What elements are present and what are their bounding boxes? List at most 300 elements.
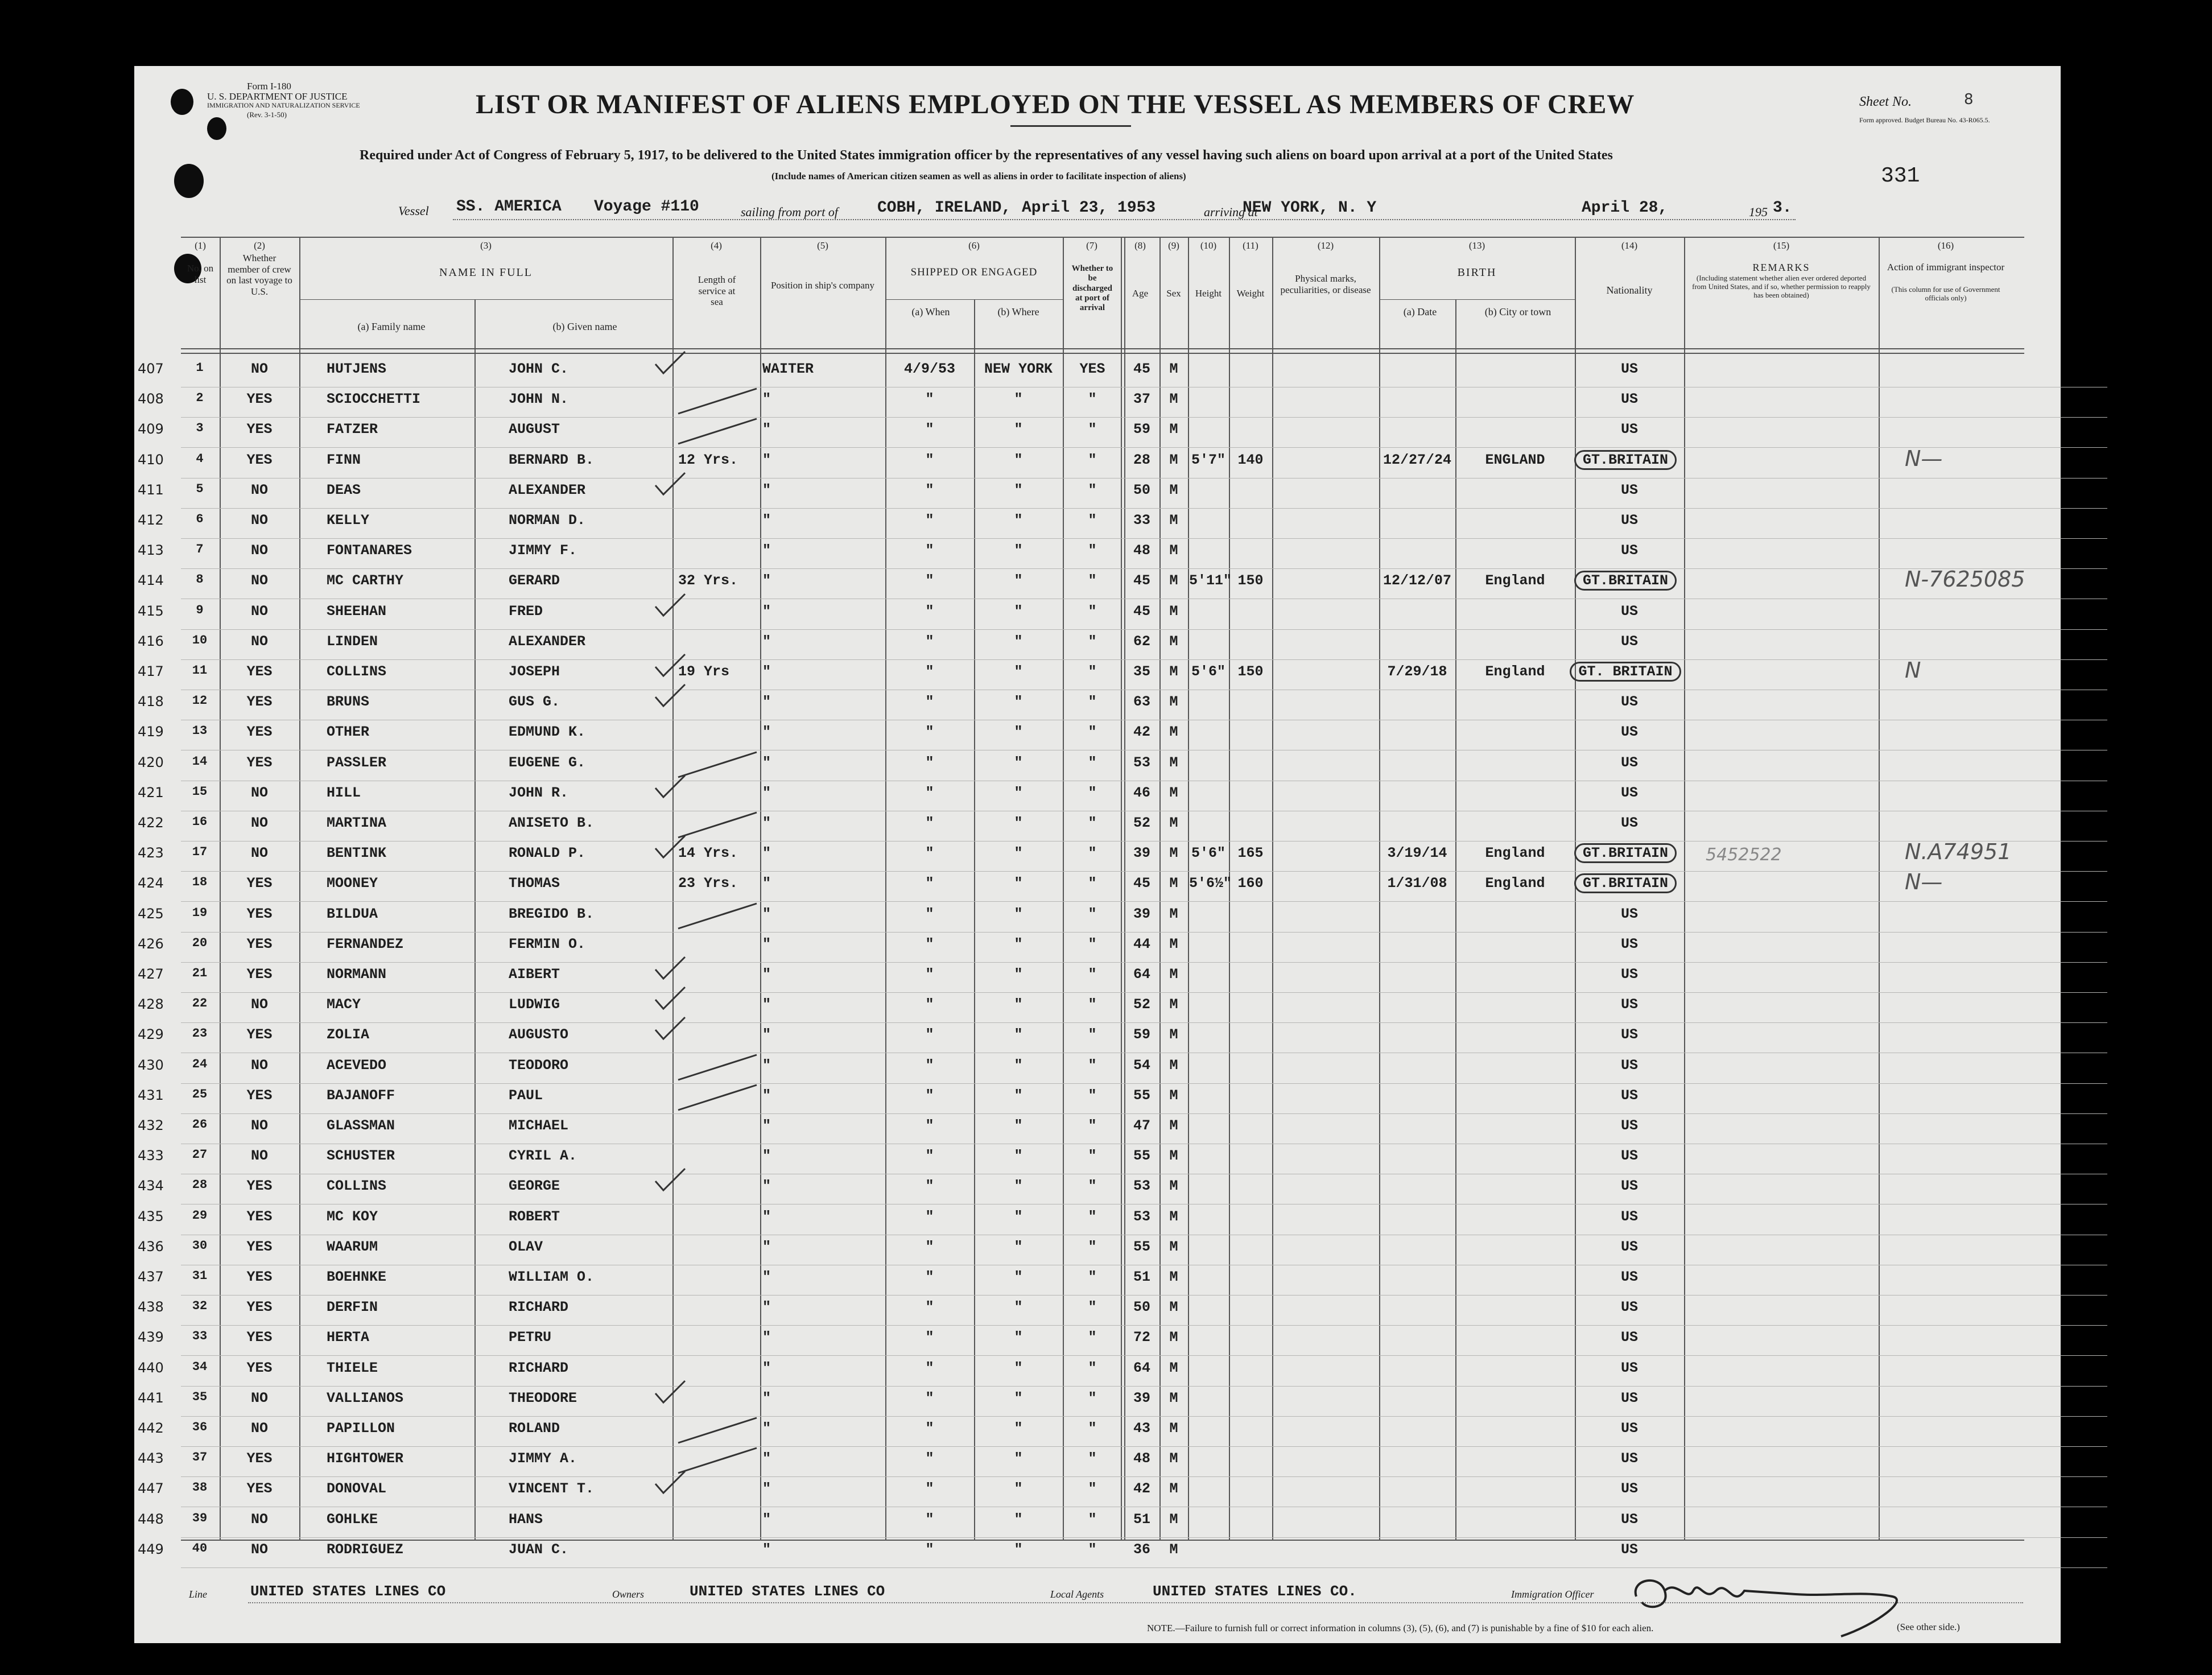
shipped-when: " — [925, 935, 934, 952]
side-number: 438 — [138, 1299, 164, 1315]
shipped-when: " — [925, 1238, 934, 1255]
position: " — [762, 542, 771, 559]
table-row — [138, 1416, 2107, 1447]
side-number: 417 — [138, 663, 164, 679]
shipped-when: " — [925, 1511, 934, 1528]
sex: M — [1169, 663, 1178, 680]
given-name: BERNARD B. — [509, 451, 595, 468]
family-name: LINDEN — [327, 633, 378, 650]
shipped-where: " — [1014, 542, 1023, 559]
nationality: US — [1620, 1299, 1638, 1316]
family-name: NORMANN — [327, 966, 387, 983]
nationality: US — [1620, 1389, 1638, 1406]
list-number: 5 — [196, 481, 204, 496]
age: 54 — [1133, 1057, 1150, 1074]
header-col4: Length of service at sea — [698, 274, 736, 308]
crew-last-voyage: NO — [250, 1420, 268, 1437]
position: " — [762, 1359, 771, 1376]
crew-last-voyage: NO — [250, 1148, 268, 1165]
discharged: " — [1088, 391, 1097, 408]
shipped-when: " — [925, 905, 934, 922]
shipped-when: " — [925, 421, 934, 438]
crew-last-voyage: YES — [246, 451, 273, 468]
crew-last-voyage: YES — [246, 1269, 273, 1285]
discharged: " — [1088, 542, 1097, 559]
given-name: JOHN C. — [509, 361, 569, 377]
nationality: US — [1620, 1269, 1638, 1285]
given-name: JUAN C. — [509, 1541, 569, 1558]
given-name: ALEXANDER — [509, 481, 586, 498]
table-header-rule — [181, 348, 2024, 349]
given-name: ANISETO B. — [509, 815, 595, 831]
nationality: US — [1620, 1057, 1638, 1074]
year-prefix: 195 — [1749, 205, 1768, 219]
discharged: " — [1088, 996, 1097, 1013]
side-number: 440 — [138, 1359, 164, 1376]
page-title: LIST OR MANIFEST OF ALIENS EMPLOYED ON THE VESSEL AS MEMBERS OF CREW — [476, 89, 1635, 119]
given-name: VINCENT T. — [509, 1480, 595, 1497]
header-col7: Whether to be discharged at port of arrival — [1071, 264, 1113, 312]
given-name: GEORGE — [509, 1178, 560, 1195]
crew-last-voyage: YES — [246, 1208, 273, 1225]
nationality-circled: GT.BRITAIN — [1574, 843, 1677, 863]
discharged: " — [1088, 1299, 1097, 1316]
crew-last-voyage: NO — [250, 815, 268, 831]
given-name: GUS G. — [509, 694, 560, 711]
shipped-when: " — [925, 1480, 934, 1497]
subtitle: Required under Act of Congress of February 5, 1917, to be delivered to the United States immigration officer by the representatives of any vessel having such aliens on board upon arrival at a port of the United States — [360, 148, 1613, 163]
header-col10-num: (10) — [1200, 240, 1217, 251]
table-row — [138, 1446, 2107, 1477]
discharged: " — [1088, 1541, 1097, 1558]
shipped-when: " — [925, 724, 934, 741]
side-number: 416 — [138, 633, 164, 649]
nationality — [1576, 845, 1683, 861]
header-col15-num: (15) — [1773, 240, 1790, 251]
family-name: MC CARTHY — [327, 572, 404, 589]
crew-last-voyage: NO — [250, 542, 268, 559]
nationality — [1576, 452, 1683, 468]
discharged: " — [1088, 966, 1097, 983]
height: 5'11" — [1189, 572, 1232, 589]
check-mark-icon — [653, 1377, 687, 1406]
discharged: " — [1088, 694, 1097, 711]
side-number: 414 — [138, 572, 164, 589]
table-row — [138, 1234, 2107, 1265]
crew-last-voyage: YES — [246, 1359, 273, 1376]
position: " — [762, 512, 771, 529]
shipped-where: " — [1014, 935, 1023, 952]
discharged: " — [1088, 451, 1097, 468]
nationality — [1576, 663, 1683, 680]
remarks: 5452522 — [1706, 845, 1782, 865]
sex: M — [1169, 935, 1178, 952]
header-col8: Age — [1132, 288, 1149, 299]
family-name: OTHER — [327, 724, 370, 741]
crew-last-voyage: NO — [250, 603, 268, 620]
title-rule — [1010, 125, 1131, 127]
family-name: BILDUA — [327, 905, 378, 922]
position: " — [762, 1389, 771, 1406]
discharged: " — [1088, 1269, 1097, 1285]
table-row — [138, 962, 2107, 993]
shipped-when: " — [925, 572, 934, 589]
nationality: US — [1620, 1329, 1638, 1346]
family-name: SHEEHAN — [327, 603, 387, 620]
age: 52 — [1133, 996, 1150, 1013]
discharged: " — [1088, 1329, 1097, 1346]
header-col6-num: (6) — [968, 240, 980, 251]
header-col11-num: (11) — [1243, 240, 1258, 251]
discharged: " — [1088, 845, 1097, 862]
table-row — [138, 1264, 2107, 1296]
shipped-where: " — [1014, 572, 1023, 589]
crew-last-voyage: YES — [246, 935, 273, 952]
weight: 150 — [1237, 663, 1264, 680]
shipped-where: " — [1014, 451, 1023, 468]
age: 45 — [1133, 361, 1150, 377]
position: " — [762, 784, 771, 801]
family-name: GOHLKE — [327, 1511, 378, 1528]
col13-subrule — [1379, 299, 1575, 300]
line-name: UNITED STATES LINES CO — [250, 1583, 446, 1600]
sex: M — [1169, 1117, 1178, 1134]
age: 59 — [1133, 421, 1150, 438]
punch-hole — [171, 89, 193, 115]
position: " — [762, 421, 771, 438]
family-name: HIGHTOWER — [327, 1450, 404, 1467]
table-row — [138, 689, 2107, 720]
table-row — [138, 1355, 2107, 1387]
line-label: Line — [189, 1589, 208, 1600]
table-row — [138, 931, 2107, 963]
list-number: 32 — [192, 1299, 208, 1314]
officer-label: Immigration Officer — [1511, 1589, 1594, 1600]
side-number: 407 — [138, 361, 164, 377]
list-number: 25 — [192, 1087, 208, 1101]
family-name: FINN — [327, 451, 361, 468]
crew-last-voyage: NO — [250, 512, 268, 529]
punch-hole — [174, 164, 204, 198]
shipped-when: " — [925, 1148, 934, 1165]
shipped-where: " — [1014, 1480, 1023, 1497]
side-number: 413 — [138, 542, 164, 559]
age: 59 — [1133, 1026, 1150, 1043]
list-number: 2 — [196, 391, 204, 406]
table-row — [138, 445, 2107, 478]
position: " — [762, 1238, 771, 1255]
footer-rule — [181, 1540, 2024, 1541]
list-number: 6 — [196, 512, 204, 526]
shipped-where: " — [1014, 1117, 1023, 1134]
shipped-when: " — [925, 966, 934, 983]
given-name: WILLIAM O. — [509, 1269, 595, 1285]
nationality: US — [1620, 603, 1638, 620]
position: " — [762, 1148, 771, 1165]
sex: M — [1169, 1208, 1178, 1225]
header-col4-num: (4) — [711, 240, 722, 251]
given-name: TEODORO — [509, 1057, 569, 1074]
sex: M — [1169, 572, 1178, 589]
agents-name: UNITED STATES LINES CO. — [1153, 1583, 1357, 1600]
check-mark-icon — [653, 348, 687, 377]
position: " — [762, 1541, 771, 1558]
nationality: US — [1620, 1178, 1638, 1195]
family-name: PAPILLON — [327, 1420, 395, 1437]
age: 39 — [1133, 1389, 1150, 1406]
age: 47 — [1133, 1117, 1150, 1134]
list-number: 14 — [192, 754, 208, 769]
sex: M — [1169, 784, 1178, 801]
discharged: " — [1088, 663, 1097, 680]
given-name: JIMMY A. — [509, 1450, 577, 1467]
crew-last-voyage: YES — [246, 966, 273, 983]
crew-table — [138, 237, 2061, 1558]
header-col13b: (b) City or town — [1484, 306, 1551, 317]
voyage-number: Voyage #110 — [594, 198, 699, 216]
table-row — [138, 1476, 2107, 1507]
header-col7-num: (7) — [1086, 240, 1097, 251]
table-top-rule — [181, 237, 2024, 238]
nationality: US — [1620, 542, 1638, 559]
sex: M — [1169, 1269, 1178, 1285]
list-number: 18 — [192, 875, 208, 890]
discharged: " — [1088, 1057, 1097, 1074]
position: " — [762, 996, 771, 1013]
table-row — [138, 780, 2107, 811]
shipped-when: " — [925, 542, 934, 559]
family-name: FERNANDEZ — [327, 935, 404, 952]
shipped-where: " — [1014, 784, 1023, 801]
sheet-label: Sheet No. — [1859, 94, 1912, 109]
family-name: HERTA — [327, 1329, 370, 1346]
discharged: " — [1088, 875, 1097, 892]
side-number: 434 — [138, 1178, 164, 1194]
manifest-sheet — [134, 66, 2061, 1643]
shipped-when: " — [925, 754, 934, 771]
crew-last-voyage: YES — [246, 1450, 273, 1467]
crew-last-voyage: YES — [246, 391, 273, 408]
side-number: 423 — [138, 845, 164, 861]
family-name: MACY — [327, 996, 361, 1013]
discharged: " — [1088, 1117, 1097, 1134]
crew-last-voyage: NO — [250, 633, 268, 650]
shipped-when: " — [925, 1178, 934, 1195]
birth-city: ENGLAND — [1485, 451, 1545, 468]
inspector-action: N— — [1905, 445, 1943, 471]
shipped-when: " — [925, 512, 934, 529]
given-name: FRED — [509, 603, 543, 620]
nationality-circled: GT.BRITAIN — [1574, 571, 1677, 591]
slash-mark-icon — [675, 1413, 760, 1447]
birth-date: 1/31/08 — [1387, 875, 1447, 892]
crew-last-voyage: NO — [250, 1389, 268, 1406]
table-row — [138, 810, 2107, 841]
sex: M — [1169, 603, 1178, 620]
side-number: 448 — [138, 1511, 164, 1527]
family-name: DEAS — [327, 481, 361, 498]
position: " — [762, 724, 771, 741]
sex: M — [1169, 996, 1178, 1013]
shipped-when: " — [925, 875, 934, 892]
service-length: 19 Yrs — [678, 663, 730, 680]
family-name: BOEHNKE — [327, 1269, 387, 1285]
given-name: ROLAND — [509, 1420, 560, 1437]
nationality: US — [1620, 966, 1638, 983]
vessel-label: Vessel — [398, 204, 429, 218]
age: 44 — [1133, 935, 1150, 952]
table-row — [138, 1113, 2107, 1144]
nationality: US — [1620, 1117, 1638, 1134]
given-name: RICHARD — [509, 1359, 569, 1376]
list-number: 10 — [192, 633, 208, 647]
side-number: 429 — [138, 1026, 164, 1043]
shipped-when: " — [925, 1057, 934, 1074]
position: " — [762, 1117, 771, 1134]
list-number: 16 — [192, 815, 208, 829]
birth-date: 12/27/24 — [1383, 451, 1452, 468]
shipped-when: " — [925, 1299, 934, 1316]
sex: M — [1169, 1420, 1178, 1437]
list-number: 17 — [192, 845, 208, 860]
header-col15-note: (Including statement whether alien ever ordered deported from United States, and if so, whether permission to reapply has been obtained) — [1692, 274, 1871, 299]
agents-label: Local Agents — [1050, 1589, 1104, 1600]
table-row — [138, 1507, 2107, 1538]
position: " — [762, 905, 771, 922]
list-number: 37 — [192, 1450, 208, 1465]
given-name: AIBERT — [509, 966, 560, 983]
age: 45 — [1133, 572, 1150, 589]
discharged: " — [1088, 754, 1097, 771]
list-number: 8 — [196, 572, 204, 587]
position: " — [762, 694, 771, 711]
shipped-where: " — [1014, 1238, 1023, 1255]
table-row — [138, 1173, 2107, 1204]
header-col13a: (a) Date — [1403, 306, 1437, 317]
list-number: 3 — [196, 421, 204, 436]
header-col6b: (b) Where — [997, 306, 1039, 317]
age: 53 — [1133, 1208, 1150, 1225]
side-number: 442 — [138, 1420, 164, 1436]
list-number: 11 — [192, 663, 208, 678]
family-name: MOONEY — [327, 875, 378, 892]
shipped-where: " — [1014, 421, 1023, 438]
given-name: ALEXANDER — [509, 633, 586, 650]
list-number: 38 — [192, 1480, 208, 1495]
slash-mark-icon — [675, 808, 760, 842]
discharged: " — [1088, 512, 1097, 529]
side-number: 431 — [138, 1087, 164, 1103]
given-name: THOMAS — [509, 875, 560, 892]
discharged: " — [1088, 905, 1097, 922]
family-name: MARTINA — [327, 815, 387, 831]
side-number: 432 — [138, 1117, 164, 1133]
sex: M — [1169, 1299, 1178, 1316]
given-name: RICHARD — [509, 1299, 569, 1316]
list-number: 20 — [192, 935, 208, 950]
nationality: US — [1620, 1238, 1638, 1255]
weight: 140 — [1237, 451, 1264, 468]
table-row — [138, 508, 2107, 539]
voyage-rule — [453, 218, 1796, 220]
age: 64 — [1133, 966, 1150, 983]
table-row — [138, 1204, 2107, 1235]
side-number: 433 — [138, 1148, 164, 1164]
check-mark-icon — [653, 591, 687, 619]
slash-mark-icon — [675, 414, 760, 448]
sex: M — [1169, 724, 1178, 741]
discharged: YES — [1079, 361, 1105, 377]
nationality — [1576, 572, 1683, 589]
side-number: 435 — [138, 1208, 164, 1224]
list-number: 35 — [192, 1389, 208, 1404]
sex: M — [1169, 451, 1178, 468]
discharged: " — [1088, 1450, 1097, 1467]
given-name: PAUL — [509, 1087, 543, 1104]
sex: M — [1169, 1541, 1178, 1558]
sheet-number: 8 — [1964, 91, 1974, 108]
position: " — [762, 754, 771, 771]
sex: M — [1169, 1026, 1178, 1043]
list-number: 12 — [192, 694, 208, 708]
family-name: KELLY — [327, 512, 370, 529]
position: " — [762, 966, 771, 983]
nationality: US — [1620, 1541, 1638, 1558]
given-name: JIMMY F. — [509, 542, 577, 559]
birth-date: 7/29/18 — [1387, 663, 1447, 680]
table-row — [138, 1053, 2107, 1084]
sex: M — [1169, 1480, 1178, 1497]
header-col9-num: (9) — [1168, 240, 1179, 251]
given-name: AUGUST — [509, 421, 560, 438]
position: " — [762, 815, 771, 831]
shipped-where: " — [1014, 1450, 1023, 1467]
discharged: " — [1088, 633, 1097, 650]
shipped-where: " — [1014, 966, 1023, 983]
position: " — [762, 451, 771, 468]
crew-last-voyage: YES — [246, 421, 273, 438]
table-row — [138, 356, 2107, 387]
nationality-circled: GT.BRITAIN — [1574, 450, 1677, 470]
agency-line-2: IMMIGRATION AND NATURALIZATION SERVICE — [207, 101, 360, 109]
age: 39 — [1133, 905, 1150, 922]
family-name: COLLINS — [327, 1178, 387, 1195]
slash-mark-icon — [675, 1050, 760, 1084]
family-name: SCHUSTER — [327, 1148, 395, 1165]
shipped-when: " — [925, 1389, 934, 1406]
age: 37 — [1133, 391, 1150, 408]
shipped-when: " — [925, 1329, 934, 1346]
family-name: BENTINK — [327, 845, 387, 862]
arriving-label: arriving at — [1204, 205, 1258, 219]
age: 55 — [1133, 1238, 1150, 1255]
crew-last-voyage: YES — [246, 1329, 273, 1346]
sex: M — [1169, 966, 1178, 983]
date-to: April 28, — [1582, 199, 1668, 217]
list-number: 36 — [192, 1420, 208, 1434]
header-col16-num: (16) — [1937, 240, 1954, 251]
shipped-when: " — [925, 845, 934, 862]
side-number: 436 — [138, 1238, 164, 1255]
side-number: 439 — [138, 1329, 164, 1346]
list-number: 26 — [192, 1117, 208, 1132]
shipped-when: " — [925, 996, 934, 1013]
age: 51 — [1133, 1269, 1150, 1285]
given-name: AUGUSTO — [509, 1026, 569, 1043]
header-col2: Whether member of crew on last voyage to U.S. — [226, 253, 292, 297]
family-name: FONTANARES — [327, 542, 412, 559]
form-number: Form I-180 — [247, 81, 291, 92]
